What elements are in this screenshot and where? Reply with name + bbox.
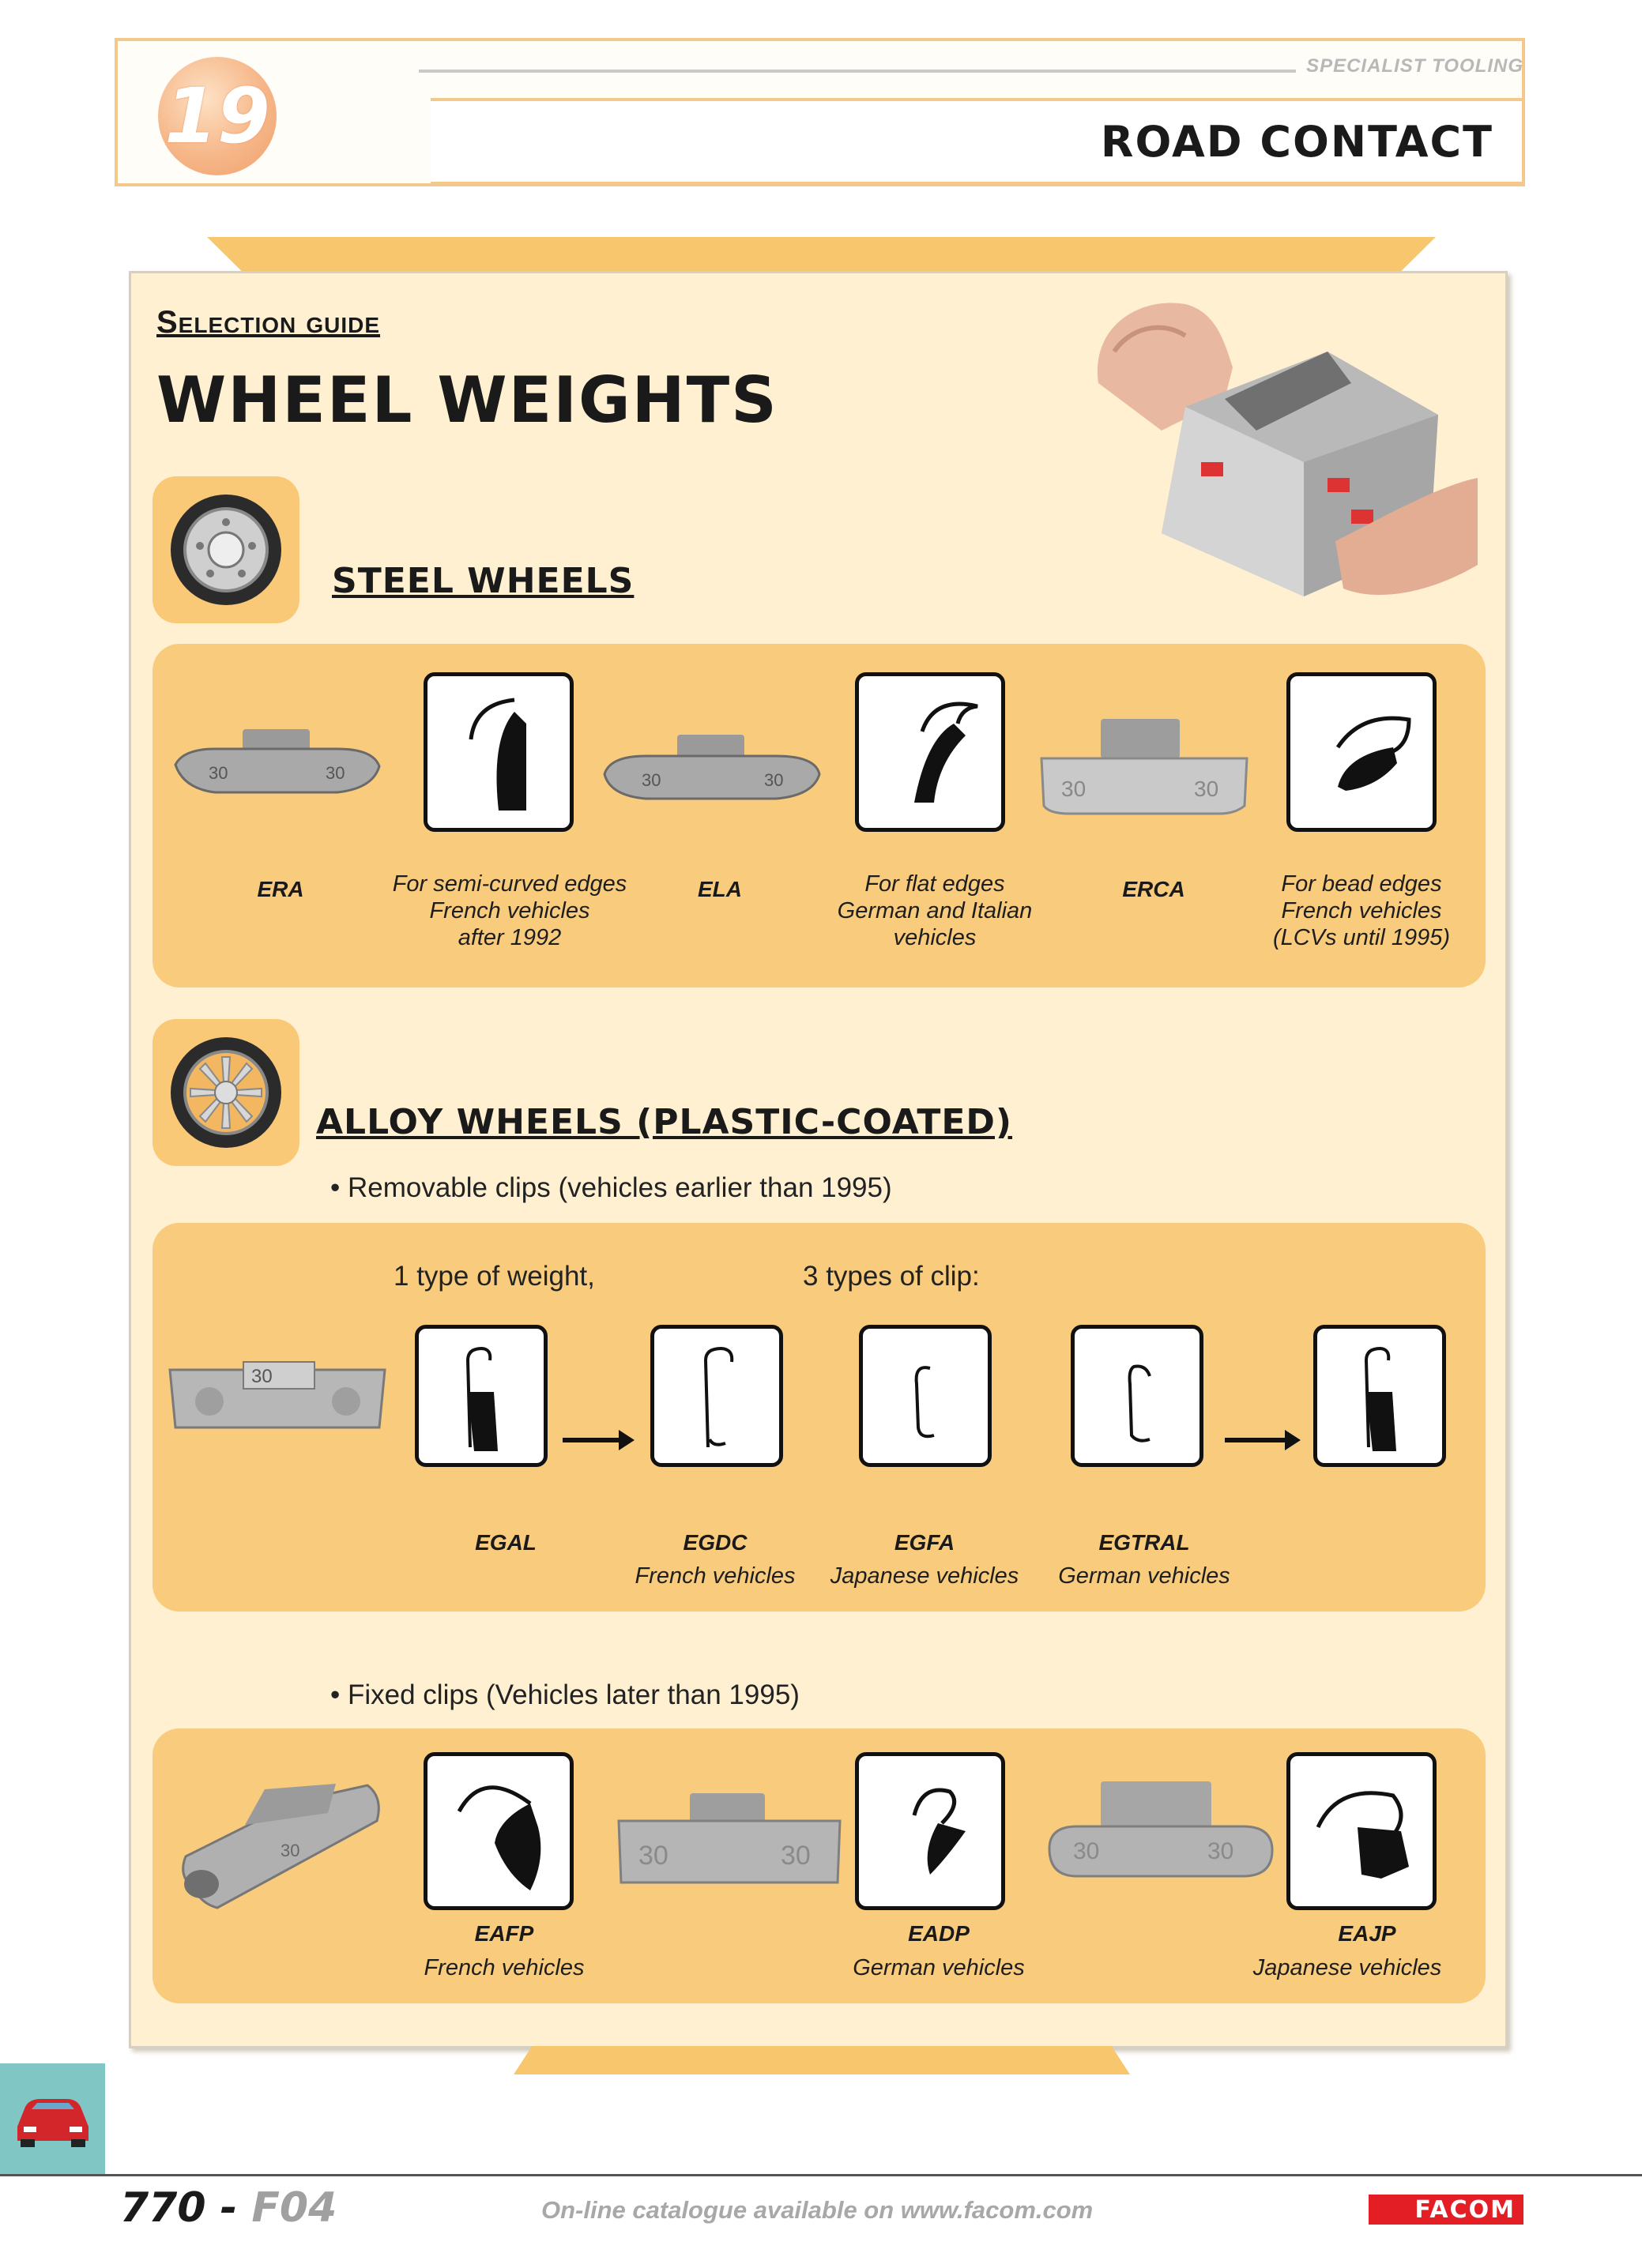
page-number-block bbox=[120, 2184, 337, 2232]
erca-clip-profile bbox=[1286, 672, 1437, 832]
chapter-number: 19 bbox=[164, 72, 270, 160]
egal-clip-profile bbox=[415, 1325, 548, 1467]
egfa-code: EGFA bbox=[894, 1530, 955, 1555]
egdc-code: EGDC bbox=[683, 1530, 748, 1555]
ela-weight-marking-2: 30 bbox=[764, 770, 784, 790]
egtral-fitted-clip-icon bbox=[1317, 1329, 1442, 1463]
era-description bbox=[379, 871, 640, 951]
steel-wheel-badge bbox=[153, 476, 299, 623]
ela-description bbox=[804, 871, 1065, 951]
erca-desc-line-2: French vehicles bbox=[1281, 898, 1442, 923]
erca-description bbox=[1231, 871, 1492, 951]
eadp-clip-profile bbox=[855, 1752, 1005, 1910]
eajp-weight-image bbox=[1041, 1777, 1279, 1884]
egfa-description: Japanese vehicles bbox=[830, 1563, 1019, 1589]
catalogue-code: F04 bbox=[251, 2184, 337, 2232]
alloy-weight-marking: 30 bbox=[251, 1366, 273, 1387]
ela-clip-profile bbox=[855, 672, 1005, 832]
egdc-clip-icon bbox=[654, 1329, 779, 1463]
egtral-code: EGTRAL bbox=[1098, 1530, 1190, 1555]
eafp-weight-marking: 30 bbox=[281, 1841, 300, 1860]
ela-desc-line-1: For flat edges bbox=[864, 871, 1005, 897]
removable-clips-bullet: • Removable clips (vehicles earlier than 1995) bbox=[330, 1172, 892, 1203]
eajp-clip-profile bbox=[1286, 1752, 1437, 1910]
steel-wheels-title: STEEL WHEELS bbox=[332, 561, 635, 601]
eajp-weight-marking-2: 30 bbox=[1207, 1838, 1234, 1864]
page-separator: - bbox=[220, 2184, 238, 2232]
erca-code: ERCA bbox=[1122, 877, 1185, 901]
egal-to-egdc-arrow bbox=[563, 1438, 622, 1442]
era-code: ERA bbox=[257, 877, 304, 901]
catalogue-url: On-line catalogue available on www.facom.com bbox=[541, 2196, 1094, 2224]
eafp-clip-profile bbox=[424, 1752, 574, 1910]
era-weight-marking-2: 30 bbox=[326, 763, 345, 783]
facom-logo bbox=[1369, 2195, 1523, 2225]
egdc-description: French vehicles bbox=[635, 1563, 796, 1589]
egal-code: EGAL bbox=[475, 1530, 537, 1555]
egtral-to-fitted-arrow bbox=[1225, 1438, 1288, 1442]
clip-types-label: 3 types of clip: bbox=[803, 1261, 980, 1292]
ela-desc-line-3: vehicles bbox=[893, 925, 977, 950]
era-desc-line-3: after 1992 bbox=[458, 925, 562, 950]
egtral-description: German vehicles bbox=[1058, 1563, 1230, 1589]
eafp-weight-image bbox=[170, 1770, 387, 1916]
page-heading: ROAD CONTACT bbox=[1100, 117, 1493, 167]
flat-edge-clip-icon bbox=[859, 676, 1001, 828]
guide-kicker: Selection guide bbox=[156, 305, 381, 340]
egtral-fitted-profile bbox=[1313, 1325, 1446, 1467]
hands-photo bbox=[1067, 280, 1478, 620]
era-weight-marking: 30 bbox=[209, 763, 228, 783]
footer-rule bbox=[0, 2174, 1642, 2176]
semi-curved-clip-icon bbox=[427, 676, 570, 828]
egtral-clip-icon bbox=[1075, 1329, 1199, 1463]
ela-code: ELA bbox=[698, 877, 742, 901]
eajp-code: EAJP bbox=[1338, 1921, 1396, 1946]
era-desc-line-1: For semi-curved edges bbox=[392, 871, 627, 897]
egfa-clip-profile bbox=[859, 1325, 992, 1467]
page-number: 770 bbox=[120, 2184, 206, 2232]
section-label: SPECIALIST TOOLING bbox=[1306, 55, 1523, 77]
erca-weight-marking: 30 bbox=[1061, 777, 1087, 801]
eafp-clip-icon bbox=[427, 1756, 570, 1906]
steel-wheel-icon bbox=[167, 491, 285, 609]
eadp-clip-icon bbox=[859, 1756, 1001, 1906]
eajp-clip-icon bbox=[1290, 1756, 1433, 1906]
alloy-wheel-icon bbox=[167, 1033, 285, 1152]
ela-weight-image bbox=[598, 731, 823, 810]
bead-edge-clip-icon bbox=[1290, 676, 1433, 828]
erca-desc-line-1: For bead edges bbox=[1281, 871, 1442, 897]
fixed-clips-bullet: • Fixed clips (Vehicles later than 1995) bbox=[330, 1679, 800, 1710]
eafp-code: EAFP bbox=[474, 1921, 534, 1946]
egal-clip-icon bbox=[419, 1329, 544, 1463]
era-desc-line-2: French vehicles bbox=[429, 898, 590, 923]
era-weight-image bbox=[168, 725, 385, 804]
eadp-weight-marking: 30 bbox=[638, 1841, 668, 1871]
chapter-badge bbox=[158, 57, 277, 175]
panel-top-tab bbox=[207, 237, 1436, 273]
alloy-removable-weight-image bbox=[166, 1360, 389, 1433]
weight-types-label: 1 type of weight, bbox=[394, 1261, 595, 1292]
eadp-weight-image bbox=[615, 1789, 844, 1892]
chapter-tab bbox=[0, 2063, 105, 2174]
panel-bottom-tab bbox=[514, 2046, 1130, 2074]
egtral-clip-profile bbox=[1071, 1325, 1203, 1467]
eafp-description: French vehicles bbox=[424, 1955, 585, 1980]
eajp-weight-marking: 30 bbox=[1073, 1838, 1100, 1864]
guide-title: WHEEL WEIGHTS bbox=[156, 363, 778, 437]
egfa-clip-icon bbox=[863, 1329, 988, 1463]
eadp-code: EADP bbox=[908, 1921, 970, 1946]
erca-weight-image bbox=[1038, 715, 1251, 818]
eadp-weight-marking-2: 30 bbox=[781, 1841, 811, 1871]
era-clip-profile bbox=[424, 672, 574, 832]
alloy-wheel-badge bbox=[153, 1019, 299, 1166]
ela-desc-line-2: German and Italian bbox=[837, 898, 1033, 923]
brand-name: FACOM bbox=[1414, 2195, 1516, 2224]
eajp-description: Japanese vehicles bbox=[1252, 1955, 1442, 1980]
erca-weight-marking-2: 30 bbox=[1194, 777, 1219, 801]
header-rule bbox=[419, 70, 1296, 73]
erca-desc-line-3: (LCVs until 1995) bbox=[1272, 925, 1451, 950]
eadp-description: German vehicles bbox=[853, 1955, 1025, 1980]
egdc-clip-profile bbox=[650, 1325, 783, 1467]
alloy-wheels-title: ALLOY WHEELS (PLASTIC-COATED) bbox=[316, 1102, 1013, 1142]
ela-weight-marking: 30 bbox=[642, 770, 661, 790]
car-icon bbox=[9, 2087, 96, 2150]
